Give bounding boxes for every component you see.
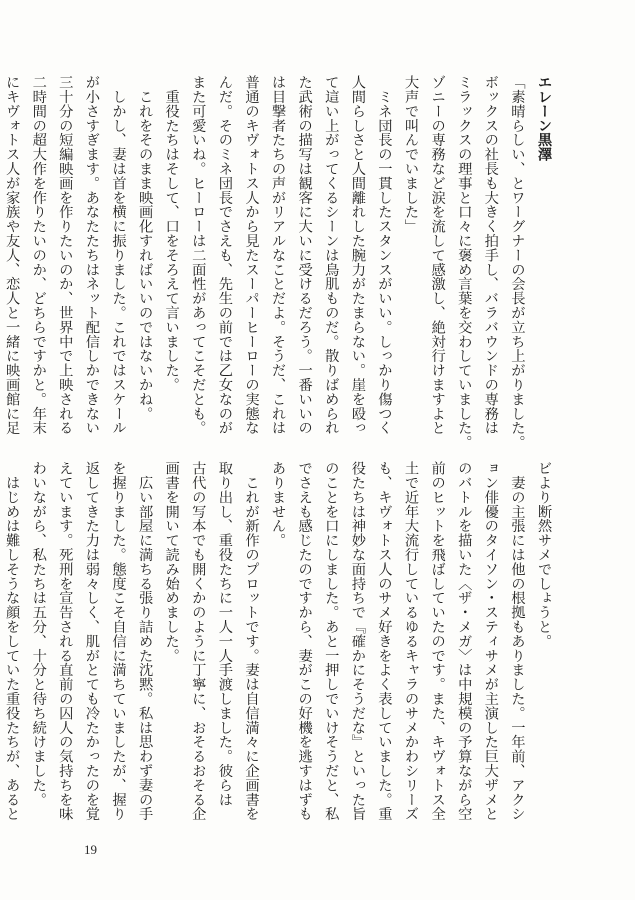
text-column: 「素晴らしい、とワーグナーの会長が立ち上がりました。 <box>509 75 526 450</box>
text-column: 二時間の超大作を作りたいのか、どちらですかと。年末 <box>30 75 47 435</box>
text-column: 古代の写本でも開くかのように丁寧に、おそるおそる企 <box>190 461 207 821</box>
text-column: ゾニーの専務など涙を流して感激し、絶対行けますよと <box>429 75 446 435</box>
text-column: た武術の描写は観客に大いに受けるだろう。一番いいの <box>296 75 313 435</box>
text-column: えています。死刑を宣告される直前の囚人の気持ちを味 <box>57 461 74 821</box>
text-column: しかし、妻は首を横に振りました。これではスケール <box>110 75 127 435</box>
text-column: でさえも感じたのですから、妻がこの好機を逃すはずも <box>296 461 313 821</box>
text-column: わいながら、私たちは五分、十分と待ち続けました。 <box>30 461 47 807</box>
text-column: を握りました。態度こそ自信に満ちていましたが、握り <box>110 461 127 821</box>
text-column: 前のヒットを飛ばしていたのです。また、キヴォトス全 <box>429 461 446 821</box>
text-column: んだ。そのミネ団長でさえも、先生の前では乙女なのが <box>216 75 233 435</box>
text-column: のことを口にしました。あと一押しでいけそうだと、私 <box>323 461 340 821</box>
text-column: て這い上がってくるシーンは鳥肌ものだ。散りばめられ <box>323 75 340 435</box>
text-column: 三十分の短編映画を作りたいのか、世界中で上映される <box>57 75 74 435</box>
text-column: ビより断然サメでしょうと。 <box>536 461 552 649</box>
text-column: ミネ団長の一貫したスタンスがいい。しっかり傷つく <box>376 75 393 435</box>
text-column: 役たちは神妙な面持ちで『確かにそうだな』といった旨 <box>349 461 366 821</box>
text-column: ョン俳優のタイソン・スティサメが主演した巨大ザメと <box>482 461 499 821</box>
text-column: も、キヴォトス人のサメ好きをよく表していました。重 <box>376 461 393 821</box>
text-column: 広い部屋に満ちる張り詰めた沈黙。私は思わず妻の手 <box>137 461 154 821</box>
text-column: 普通のキヴォトス人から見たスーパーヒーローの実態な <box>243 75 260 435</box>
text-column: また可愛いね。ヒーローは二面性があってこそだとも。 <box>190 75 207 435</box>
text-column: が小さすぎます。あなたたちはネット配信しかできない <box>83 75 100 435</box>
speaker-name: エレーン黒澤 <box>536 75 552 162</box>
text-column: ボックスの社長も大きく拍手し、バラバウンドの専務は <box>482 75 499 435</box>
text-column: のバトルを描いた〈ザ・メガ〉は中規模の予算ながら空 <box>456 461 473 821</box>
text-column: 土で近年大流行しているゆるキャラのサメかわシリーズ <box>403 461 420 821</box>
text-column: 大声で叫んでいました」 <box>403 75 420 234</box>
text-column: ミラックスの理事と口々に褒め言葉を交わしていました。 <box>456 75 473 450</box>
text-column: 人間らしさと人間離れした腕力がたまらない。崖を殴っ <box>349 75 366 435</box>
text-column: 画書を開いて読み始めました。 <box>163 461 180 663</box>
text-column: これが新作のプロットです。妻は自信満々に企画書を <box>243 461 260 821</box>
text-column: 返してきた力は弱々しく、肌がとても冷たかったのを覚 <box>83 461 100 821</box>
text-column: にキヴォトス人が家族や友人、恋人と一緒に映画館に足 <box>4 75 21 435</box>
text-column: 妻の主張には他の根拠もありました。一年前、アクシ <box>509 461 526 821</box>
text-column: は目撃者たちの声がリアルなことだよ。そうだ、これは <box>270 75 287 435</box>
text-column: ありません。 <box>270 461 287 548</box>
page-number: 19 <box>84 842 97 857</box>
text-column: 取り出し、重役たちに一人一人手渡しました。彼らは <box>216 461 233 807</box>
text-column: はじめは難しそうな顔をしていた重役たちが、あると <box>4 461 21 821</box>
text-column: 重役たちはそして、口をそろえて言いました。 <box>163 75 180 392</box>
lower-text-block <box>4 461 557 821</box>
upper-text-block <box>4 75 557 450</box>
text-column: これをそのまま映画化すればいいのではないかね。 <box>137 75 154 421</box>
